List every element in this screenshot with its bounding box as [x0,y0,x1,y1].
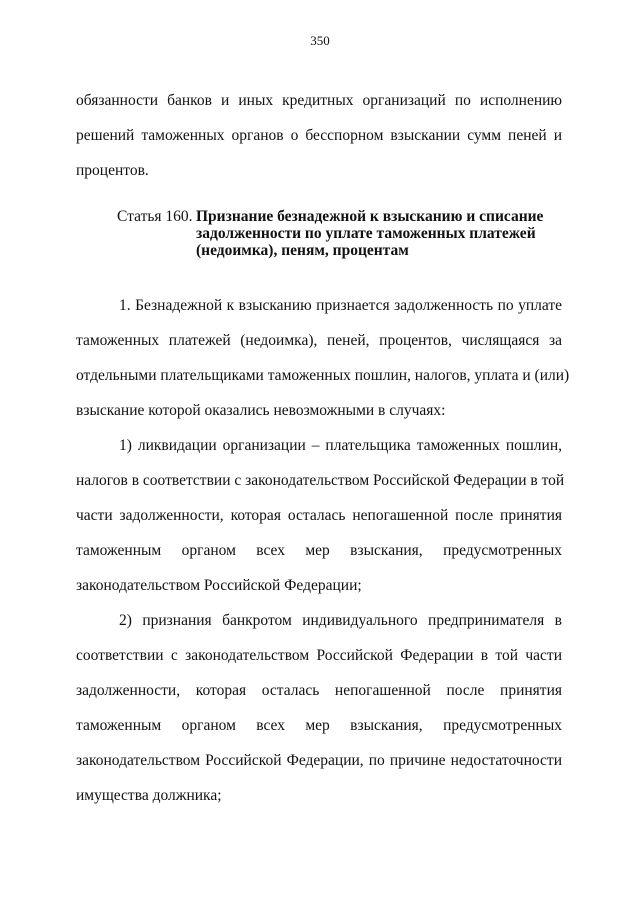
text-line: 2) признания банкротом индивидуального предпринимателя в [119,612,562,629]
text-line: имущества должника; [76,787,222,804]
text-line: процентов. [76,162,149,179]
page-number: 350 [310,33,330,48]
text-line: решений таможенных органов о бесспорном взыскании сумм пеней и [76,127,562,144]
article-title-line: задолженности по уплате таможенных платежей [196,225,536,242]
text-line: законодательством Российской Федерации, по причине недостаточности [76,752,562,769]
text-line: отдельными плательщиками таможенных пошлин, налогов, уплата и (или) [76,367,570,384]
text-line: соответствии с законодательством Российской Федерации в той части [76,647,562,664]
article-label: Статья 160. [117,208,193,225]
article-title [196,208,543,259]
text-line: части задолженности, которая осталась непогашенной после принятия [76,507,562,524]
text-line: 1. Безнадежной к взысканию признается задолженность по уплате [119,297,562,314]
article-title-line: Признание безнадежной к взысканию и списание [196,208,544,225]
text-line: взыскание которой оказались невозможными в случаях: [76,402,446,419]
text-line: законодательством Российской Федерации; [76,577,362,594]
text-line: таможенных платежей (недоимка), пеней, процентов, числящаяся за [76,332,562,349]
intro-paragraph [76,83,562,188]
text-line: налогов в соответствии с законодательством Российской Федерации в той [76,472,565,489]
text-line: обязанности банков и иных кредитных организаций по исполнению [76,92,562,109]
text-line: таможенным органом всех мер взыскания, предусмотренных [76,542,562,559]
article-title-line: (недоимка), пеням, процентам [196,242,409,259]
text-line: 1) ликвидации организации – плательщика таможенных пошлин, [119,437,562,454]
text-line: задолженности, которая осталась непогашенной после принятия [76,682,562,699]
text-line: таможенным органом всех мер взыскания, предусмотренных [76,717,562,734]
article-body [76,288,570,813]
